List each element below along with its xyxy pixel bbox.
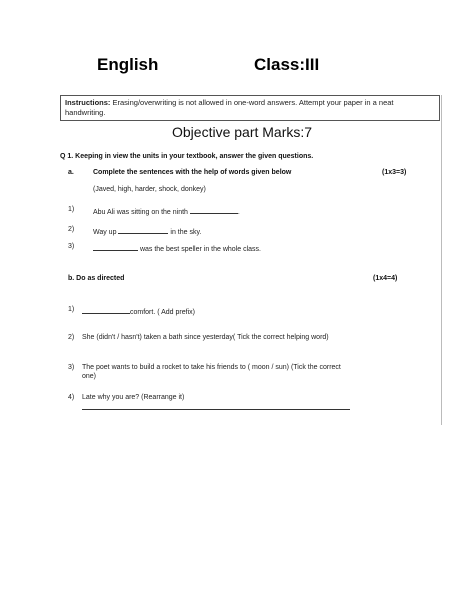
blank-line[interactable]: [82, 306, 130, 314]
part-b-item-1: [82, 306, 195, 316]
word-bank: (Javed, high, harder, shock, donkey): [93, 186, 206, 193]
blank-line[interactable]: [190, 206, 238, 214]
part-b-item-2-num: 2): [68, 334, 75, 341]
part-a-item-1-num: 1): [68, 206, 75, 213]
part-a-item-3: [93, 243, 261, 253]
part-a-title: Complete the sentences with the help of words given below: [93, 169, 292, 176]
part-b-item-3-text: The poet wants to build a rocket to take his friends to ( moon / sun) (Tick the correct: [82, 364, 341, 371]
blank-line[interactable]: [93, 243, 138, 251]
part-b-item-1-text: comfort. ( Add prefix): [130, 309, 195, 316]
part-a-marks: (1x3=3): [382, 169, 407, 176]
part-a-item-2-before: Way up: [93, 229, 117, 236]
part-a-item-1-before: Abu Ali was sitting on the ninth: [93, 209, 188, 216]
blank-line[interactable]: [118, 226, 168, 234]
part-b-title: b. Do as directed: [68, 275, 125, 282]
part-a-item-2: [93, 226, 201, 236]
instructions-line2: handwriting.: [65, 108, 106, 117]
part-b-item-2-text: She (didn't / hasn't) taken a bath since yesterday( Tick the correct helping word): [82, 334, 329, 341]
instructions-box: [60, 95, 440, 121]
part-b-item-4-num: 4): [68, 394, 75, 401]
part-b-item-3-num: 3): [68, 364, 75, 371]
q1-title: Q 1. Keeping in view the units in your textbook, answer the given questions.: [60, 153, 314, 160]
class-title: Class:III: [254, 55, 320, 74]
instructions-line1: Erasing/overwriting is not allowed in one-word answers. Attempt your paper in a neat: [112, 98, 394, 107]
page-margin-line: [441, 95, 442, 425]
instructions-label: Instructions:: [65, 98, 111, 107]
part-b-item-3-text2: one): [82, 373, 97, 380]
part-b-item-1-num: 1): [68, 306, 75, 313]
objective-title: Objective part Marks:7: [172, 124, 313, 140]
part-a-item-1: [93, 206, 240, 216]
part-a-item-2-num: 2): [68, 226, 75, 233]
subject-title: English: [97, 55, 159, 74]
part-a-item-1-after: .: [237, 209, 240, 216]
part-a-item-2-after: in the sky.: [170, 229, 202, 236]
part-b-marks: (1x4=4): [373, 275, 398, 282]
part-b-item-4-text: Late why you are? (Rearrange it): [82, 394, 185, 401]
part-a-item-3-after: was the best speller in the whole class.: [139, 246, 261, 253]
part-a-item-3-num: 3): [68, 243, 75, 250]
part-a-letter: a.: [68, 169, 74, 176]
answer-line[interactable]: [82, 409, 350, 410]
